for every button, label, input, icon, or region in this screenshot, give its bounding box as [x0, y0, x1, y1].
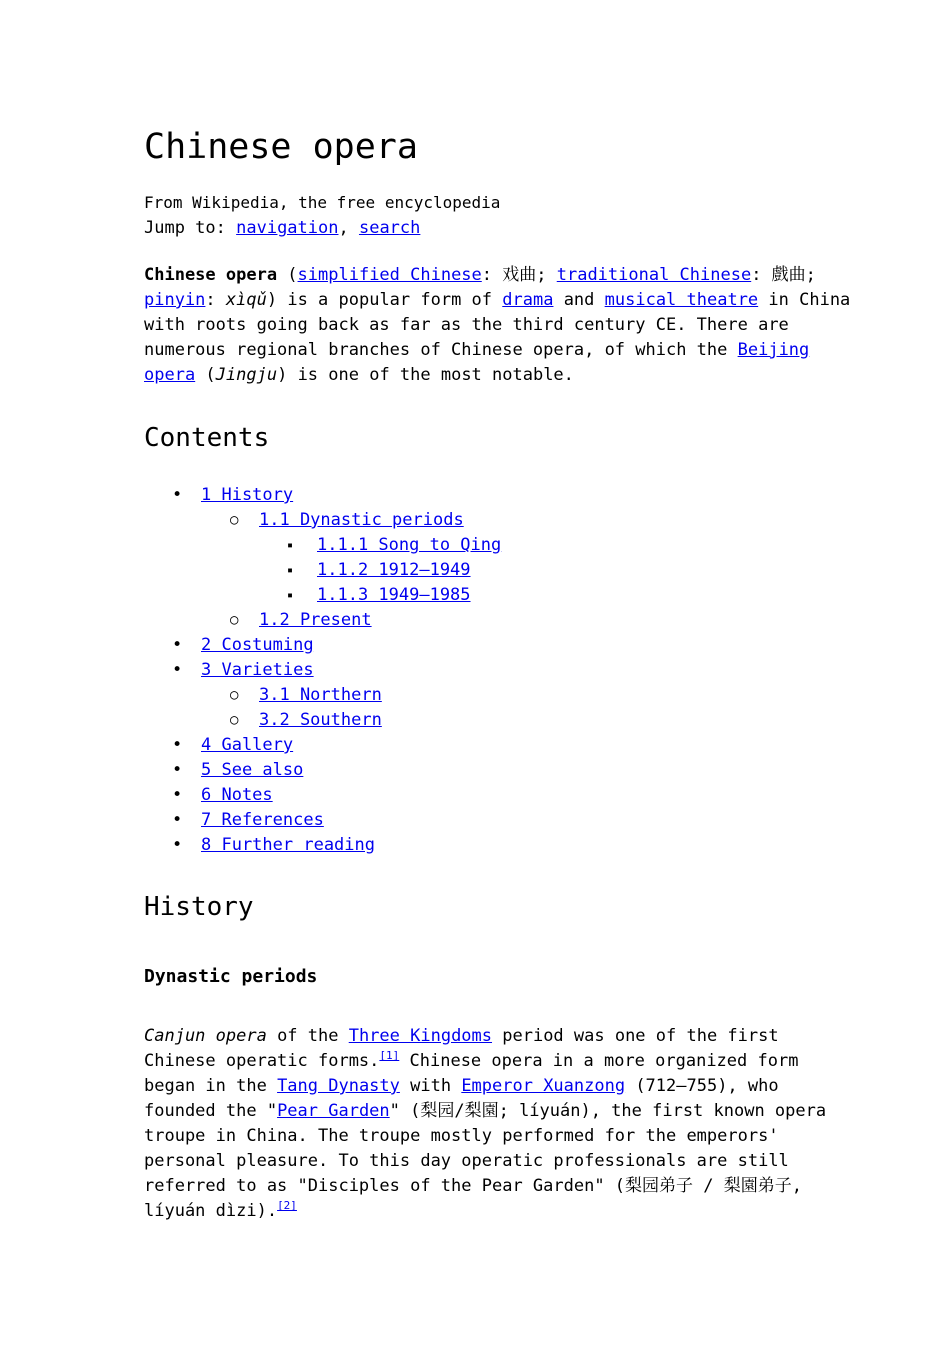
citation-2-link[interactable]: [2] [277, 1199, 297, 1212]
intro-paragraph: Chinese opera (simplified Chinese: 戏曲; traditional Chinese: 戲曲; pinyin: xìqǔ) is a popular form of drama and musical theatre in China with roots going back as far as the third century CE. There are numerous regional branches of Chinese opera, of which the Beijing opera (Jingju) is one of the most notable. [144, 265, 851, 385]
toc-item [144, 583, 824, 608]
toc-bullet: ▪ [287, 590, 294, 601]
toc-item [144, 733, 824, 758]
toc-item [144, 758, 824, 783]
toc-bullet: • [172, 660, 183, 680]
toc-item [144, 808, 824, 833]
toc-bullet: ○ [230, 687, 239, 703]
toc-bullet: ○ [230, 512, 239, 528]
toc-link[interactable]: 1 History [201, 485, 294, 505]
toc-bullet: • [172, 760, 183, 780]
musical-theatre-link[interactable]: musical theatre [604, 290, 759, 310]
toc-link[interactable]: 3 Varieties [201, 660, 314, 680]
tang-dynasty-link[interactable]: Tang Dynasty [277, 1076, 400, 1096]
jump-links: Jump to: navigation, search [144, 218, 421, 238]
toc-item [144, 708, 824, 733]
traditional-chinese-link[interactable]: traditional Chinese [556, 265, 752, 285]
beijing-opera-link-cont[interactable]: opera [144, 365, 196, 385]
toc-bullet: • [172, 835, 183, 855]
toc-link[interactable]: 6 Notes [201, 785, 273, 805]
toc-item [144, 533, 824, 558]
page-title: Chinese opera [144, 127, 418, 167]
intro-bold-term: Chinese opera [144, 265, 278, 285]
toc-bullet: ○ [230, 712, 239, 728]
history-heading: History [144, 892, 254, 922]
dynastic-periods-heading: Dynastic periods [144, 966, 318, 987]
pear-garden-link[interactable]: Pear Garden [277, 1101, 390, 1121]
toc-bullet: ▪ [287, 565, 294, 576]
three-kingdoms-link[interactable]: Three Kingdoms [348, 1026, 493, 1046]
contents-heading: Contents [144, 423, 270, 453]
toc-link[interactable]: 1.1.3 1949–1985 [317, 585, 471, 605]
simplified-chinese-link[interactable]: simplified Chinese [297, 265, 482, 285]
toc-bullet: • [172, 735, 183, 755]
table-of-contents [144, 483, 824, 858]
toc-link[interactable]: 3.2 Southern [259, 710, 382, 730]
toc-link[interactable]: 8 Further reading [201, 835, 375, 855]
toc-link[interactable]: 7 References [201, 810, 324, 830]
emperor-xuanzong-link[interactable]: Emperor Xuanzong [461, 1076, 626, 1096]
toc-item [144, 658, 824, 683]
toc-item [144, 633, 824, 658]
toc-link[interactable]: 3.1 Northern [259, 685, 382, 705]
toc-item [144, 833, 824, 858]
toc-item [144, 683, 824, 708]
toc-bullet: • [172, 810, 183, 830]
toc-item [144, 608, 824, 633]
beijing-opera-link[interactable]: Beijing [737, 340, 810, 360]
toc-item [144, 783, 824, 808]
toc-item [144, 508, 824, 533]
toc-link[interactable]: 1.2 Present [259, 610, 372, 630]
navigation-link[interactable]: navigation [236, 218, 339, 238]
toc-link[interactable]: 5 See also [201, 760, 304, 780]
toc-bullet: • [172, 785, 183, 805]
dynastic-paragraph: Canjun opera of the Three Kingdoms period was one of the first Chinese operatic forms.[1] Chinese opera in a more organized form began in the Tang Dynasty with Emperor Xuanzong (712–755), who founded the "Pear Garden" (梨园/梨園; líyuán), the first known opera troupe in China. The troupe mostly performed for the emperors' personal pleasure. To this day operatic professionals are still referred to as "Disciples of the Pear Garden" (梨园弟子 / 梨園弟子, líyuán dìzi).[2] [144, 1026, 827, 1221]
search-link[interactable]: search [358, 218, 421, 238]
toc-bullet: ▪ [287, 540, 294, 551]
drama-link[interactable]: drama [502, 290, 554, 310]
toc-link[interactable]: 1.1.2 1912–1949 [317, 560, 471, 580]
toc-link[interactable]: 2 Costuming [201, 635, 314, 655]
tagline: From Wikipedia, the free encyclopedia [144, 193, 501, 212]
toc-link[interactable]: 1.1 Dynastic periods [259, 510, 464, 530]
toc-bullet: • [172, 485, 183, 505]
toc-link[interactable]: 4 Gallery [201, 735, 294, 755]
citation-1-link[interactable]: [1] [379, 1049, 400, 1062]
toc-bullet: ○ [230, 612, 239, 628]
toc-bullet: • [172, 635, 183, 655]
toc-item [144, 483, 824, 508]
toc-link[interactable]: 1.1.1 Song to Qing [317, 535, 502, 555]
toc-item [144, 558, 824, 583]
pinyin-link[interactable]: pinyin [144, 290, 206, 310]
